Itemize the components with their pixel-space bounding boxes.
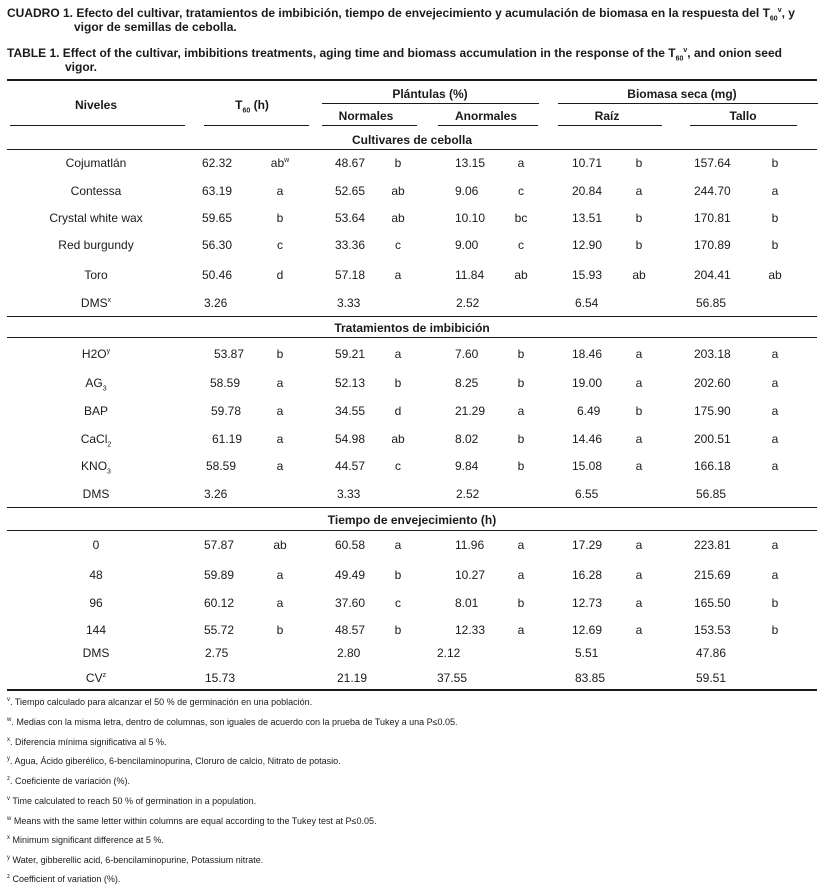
footnote-mark: z bbox=[7, 776, 10, 782]
cell-raiz: 10.71 bbox=[572, 156, 603, 170]
header-tallo: Tallo bbox=[729, 109, 757, 123]
footnote bbox=[7, 874, 120, 885]
cell-raiz-letter: a bbox=[635, 432, 643, 446]
cell-t60: 61.19 bbox=[212, 432, 243, 446]
cell-nivel: Contessa bbox=[70, 184, 122, 198]
cell-anormales: 8.01 bbox=[455, 596, 479, 610]
cell-t60-letter: b bbox=[276, 623, 284, 637]
cell-cv-normales: 21.19 bbox=[337, 671, 368, 685]
cell-raiz-letter: b bbox=[635, 156, 643, 170]
cell-anormales: 21.29 bbox=[455, 404, 486, 418]
cell-normales: 34.55 bbox=[335, 404, 366, 418]
table-row bbox=[0, 459, 825, 476]
cell-t60-letter: $ab^w$ bbox=[270, 156, 290, 170]
cell-anormales-letter: a bbox=[517, 568, 525, 582]
cell-t60-letter: a bbox=[276, 184, 284, 198]
table-row bbox=[0, 156, 825, 170]
footnote-text: Water, gibberellic acid, 6-bencilaminopurine, Potassium nitrate. bbox=[10, 855, 264, 865]
cell-raiz: 15.08 bbox=[572, 459, 603, 473]
cell-tallo-letter: b bbox=[771, 156, 779, 170]
cell-tallo: 175.90 bbox=[694, 404, 731, 418]
footnote bbox=[7, 756, 341, 767]
cell-t60: 62.32 bbox=[202, 156, 233, 170]
footnote bbox=[7, 855, 263, 866]
cell-tallo: 204.41 bbox=[694, 268, 731, 282]
cell-tallo: 170.81 bbox=[694, 211, 731, 225]
footnote-mark: v bbox=[7, 697, 10, 703]
cell-nivel: 96 bbox=[89, 596, 103, 610]
cell-raiz-letter: a bbox=[635, 184, 643, 198]
table-row bbox=[0, 376, 825, 393]
footnote-mark: x bbox=[7, 737, 10, 743]
cell-raiz-letter: b bbox=[635, 404, 643, 418]
col-rule-raiz bbox=[558, 125, 662, 126]
cell-anormales: 10.27 bbox=[455, 568, 486, 582]
cell-normales-letter: b bbox=[394, 156, 402, 170]
table-row bbox=[0, 432, 825, 449]
cell-normales-letter: a bbox=[394, 268, 402, 282]
cell-raiz: 12.90 bbox=[572, 238, 603, 252]
cell-anormales-letter: a bbox=[517, 404, 525, 418]
cell-normales-letter: d bbox=[394, 404, 402, 418]
footnote-text: Minimum significant difference at 5 %. bbox=[10, 835, 164, 845]
cell-dms-tallo: 56.85 bbox=[696, 487, 727, 501]
cell-t60-letter: a bbox=[276, 568, 284, 582]
cell-normales: 33.36 bbox=[335, 238, 366, 252]
cell-anormales: 11.84 bbox=[455, 268, 485, 282]
cell-normales-letter: c bbox=[395, 596, 401, 610]
cell-dms-tallo: 56.85 bbox=[696, 296, 727, 310]
cell-anormales-letter: b bbox=[517, 459, 525, 473]
caption-es-sub: 60 bbox=[769, 15, 778, 23]
footnote-text: . Tiempo calculado para alcanzar el 50 % de germinación en una población. bbox=[10, 697, 313, 707]
cell-normales: 52.65 bbox=[335, 184, 366, 198]
cell-anormales: 9.00 bbox=[455, 238, 479, 252]
cell-t60: 55.72 bbox=[204, 623, 235, 637]
caption-es bbox=[7, 6, 819, 34]
footnote-text: . Agua, Ácido giberélico, 6-bencilaminopurina, Cloruro de calcio, Nitrato de potasio. bbox=[10, 756, 341, 766]
cell-tallo-letter: b bbox=[771, 211, 779, 225]
cell-nivel: Red burgundy bbox=[58, 238, 134, 252]
footnote bbox=[7, 717, 458, 728]
caption-es-label: CUADRO 1. bbox=[7, 6, 74, 20]
cell-tallo-letter: a bbox=[771, 184, 779, 198]
table-bottom-rule bbox=[7, 689, 817, 691]
table-row-dms bbox=[0, 646, 825, 660]
cell-tallo-letter: a bbox=[771, 568, 779, 582]
cell-raiz: 12.73 bbox=[572, 596, 603, 610]
cell-normales: 57.18 bbox=[335, 268, 366, 282]
footnote bbox=[7, 796, 256, 807]
section-tratamientos-rule bbox=[7, 337, 817, 338]
cell-anormales: 9.84 bbox=[455, 459, 479, 473]
cell-tallo-letter: a bbox=[771, 347, 779, 361]
cell-nivel: Cojumatlán bbox=[65, 156, 127, 170]
footnote bbox=[7, 835, 164, 846]
cell-raiz-letter: b bbox=[635, 238, 643, 252]
cell-t60-letter: ab bbox=[273, 538, 287, 552]
cell-tallo-letter: a bbox=[771, 432, 779, 446]
caption-en-sub: 60 bbox=[675, 55, 684, 63]
cell-tallo-letter: b bbox=[771, 238, 779, 252]
cell-normales-letter: b bbox=[394, 376, 402, 390]
cell-normales-letter: ab bbox=[391, 184, 405, 198]
footnote-mark: z bbox=[7, 874, 10, 880]
cell-normales: 48.57 bbox=[335, 623, 366, 637]
caption-es-continuation: vigor de semillas de cebolla. bbox=[74, 20, 237, 34]
cell-raiz: 18.46 bbox=[572, 347, 603, 361]
cell-t60: 59.89 bbox=[204, 568, 235, 582]
cell-tallo: 223.81 bbox=[694, 538, 731, 552]
cell-normales: 53.64 bbox=[335, 211, 366, 225]
cell-nivel: $AG_3$ bbox=[85, 376, 107, 393]
section-cultivares: Cultivares de cebolla bbox=[351, 133, 473, 147]
cell-nivel: 0 bbox=[92, 538, 100, 552]
table-row-dms bbox=[0, 296, 825, 310]
cell-tallo-letter: b bbox=[771, 596, 779, 610]
table-row bbox=[0, 538, 825, 552]
footnote-text: . Coeficiente de variación (%). bbox=[10, 776, 131, 786]
cell-normales-letter: b bbox=[394, 623, 402, 637]
col-rule-anormales bbox=[438, 125, 538, 126]
cell-normales: 54.98 bbox=[335, 432, 366, 446]
footnote bbox=[7, 697, 312, 708]
cell-raiz-letter: a bbox=[635, 538, 643, 552]
cell-dms-normales: 3.33 bbox=[337, 487, 361, 501]
footnote-text: . Diferencia mínima significativa al 5 %. bbox=[10, 737, 167, 747]
cell-normales-letter: ab bbox=[391, 432, 405, 446]
cell-t60-letter: a bbox=[276, 432, 284, 446]
cell-normales-letter: c bbox=[395, 459, 401, 473]
cell-nivel: CaCl$_2$ bbox=[80, 432, 112, 449]
col-rule-tallo bbox=[690, 125, 797, 126]
cell-normales: 49.49 bbox=[335, 568, 366, 582]
cell-anormales-letter: a bbox=[517, 623, 525, 637]
cell-raiz-letter: a bbox=[635, 459, 643, 473]
cell-t60-letter: a bbox=[276, 376, 284, 390]
header-normales: Normales bbox=[338, 109, 394, 123]
col-rule-normales bbox=[322, 125, 417, 126]
table-row bbox=[0, 238, 825, 252]
footnote-text: Coefficient of variation (%). bbox=[10, 874, 121, 884]
cell-nivel: Crystal white wax bbox=[49, 211, 143, 225]
table-top-rule bbox=[7, 79, 817, 81]
footnote-mark: x bbox=[7, 835, 10, 841]
footnote bbox=[7, 737, 167, 748]
cell-anormales-letter: b bbox=[517, 376, 525, 390]
cell-normales-letter: c bbox=[395, 238, 401, 252]
cell-nivel: BAP bbox=[83, 404, 109, 418]
cell-normales: 52.13 bbox=[335, 376, 366, 390]
plantulas-rule bbox=[322, 103, 539, 104]
cell-tallo: 202.60 bbox=[694, 376, 731, 390]
table-row bbox=[0, 211, 825, 225]
cell-dms-raiz: 6.54 bbox=[575, 296, 599, 310]
cell-tallo-letter: ab bbox=[768, 268, 782, 282]
cell-cv-t60: 15.73 bbox=[205, 671, 236, 685]
cell-t60-letter: b bbox=[276, 347, 284, 361]
cell-tallo: 203.18 bbox=[694, 347, 731, 361]
caption-en bbox=[7, 46, 819, 74]
cell-t60: 60.12 bbox=[204, 596, 235, 610]
header-plantulas: Plántulas (%) bbox=[392, 87, 468, 101]
header-niveles: Niveles bbox=[74, 98, 118, 112]
table-row bbox=[0, 623, 825, 637]
cell-dms-t60: 3.26 bbox=[204, 296, 228, 310]
header-t60: $T_{60}$ (h) bbox=[235, 98, 269, 115]
cell-t60-letter: a bbox=[276, 596, 284, 610]
cell-raiz: 15.93 bbox=[572, 268, 603, 282]
cell-dms-anormales: 2.52 bbox=[456, 296, 480, 310]
cell-dms-raiz: 5.51 bbox=[575, 646, 599, 660]
cell-anormales: 12.33 bbox=[455, 623, 486, 637]
cell-dms-label: DMS$^x$ bbox=[80, 296, 112, 310]
cell-dms-label: DMS bbox=[82, 646, 110, 660]
cell-anormales-letter: a bbox=[517, 538, 525, 552]
section-tratamientos: Tratamientos de imbibición bbox=[334, 321, 490, 335]
cell-normales-letter: a bbox=[394, 347, 402, 361]
caption-es-sup: v bbox=[777, 7, 782, 14]
cell-anormales: 10.10 bbox=[455, 211, 486, 225]
footnote-mark: w bbox=[7, 816, 12, 822]
table-row bbox=[0, 596, 825, 610]
cell-anormales-letter: b bbox=[517, 596, 525, 610]
cell-anormales: 7.60 bbox=[455, 347, 479, 361]
cell-t60: 58.59 bbox=[210, 376, 241, 390]
cell-t60: 59.78 bbox=[211, 404, 242, 418]
cell-dms-normales: 3.33 bbox=[337, 296, 361, 310]
table-row bbox=[0, 568, 825, 582]
cell-nivel: $H2O^y$ bbox=[81, 347, 111, 361]
caption-es-after: , y bbox=[781, 6, 795, 20]
cell-t60: 59.65 bbox=[202, 211, 233, 225]
footnote-text: Means with the same letter within columns are equal according to the Tukey test at P≤0.05. bbox=[11, 816, 377, 826]
cell-raiz-letter: b bbox=[635, 211, 643, 225]
cell-nivel: $KNO_3$ bbox=[81, 459, 111, 476]
cell-t60: 58.59 bbox=[206, 459, 237, 473]
caption-es-text: Efecto del cultivar, tratamientos de imbibición, tiempo de envejecimiento y acumulación de biomasa en la respuesta del T bbox=[76, 6, 770, 20]
cell-dms-tallo: 47.86 bbox=[696, 646, 727, 660]
cell-anormales-letter: b bbox=[517, 347, 525, 361]
caption-en-text: Effect of the cultivar, imbibitions treatments, aging time and biomass accumulation in the response of the T bbox=[62, 46, 676, 60]
cell-t60-letter: d bbox=[276, 268, 284, 282]
cell-tallo: 215.69 bbox=[694, 568, 731, 582]
cell-t60: 57.87 bbox=[204, 538, 235, 552]
cell-t60-letter: a bbox=[276, 404, 284, 418]
cell-tallo-letter: a bbox=[771, 404, 779, 418]
cell-tallo: 165.50 bbox=[694, 596, 731, 610]
cell-t60: 56.30 bbox=[202, 238, 233, 252]
cell-nivel: 144 bbox=[85, 623, 107, 637]
cell-anormales-letter: c bbox=[518, 184, 524, 198]
cell-anormales: 9.06 bbox=[455, 184, 479, 198]
cell-tallo: 170.89 bbox=[694, 238, 731, 252]
table-row bbox=[0, 347, 825, 361]
table-row-cv bbox=[0, 671, 825, 685]
cell-raiz: 14.46 bbox=[572, 432, 603, 446]
table-row-dms bbox=[0, 487, 825, 501]
footnote bbox=[7, 816, 376, 827]
cell-normales-letter: ab bbox=[391, 211, 405, 225]
cell-dms-t60: 3.26 bbox=[204, 487, 228, 501]
footnote-text: . Medias con la misma letra, dentro de columnas, son iguales de acuerdo con la prueba de Tukey a una P≤0.05. bbox=[11, 717, 458, 727]
cell-normales: 59.21 bbox=[335, 347, 366, 361]
cell-anormales-letter: c bbox=[518, 238, 524, 252]
section-tiempo: Tiempo de envejecimiento (h) bbox=[327, 513, 497, 527]
cell-anormales: 11.96 bbox=[455, 538, 485, 552]
caption-en-continuation: vigor. bbox=[65, 60, 98, 74]
cell-raiz: 12.69 bbox=[572, 623, 603, 637]
cell-normales: 60.58 bbox=[335, 538, 366, 552]
cell-nivel: Toro bbox=[84, 268, 108, 282]
cell-cv-label: $CV^z$ bbox=[85, 671, 107, 685]
cell-tallo-letter: a bbox=[771, 459, 779, 473]
section-cultivares-rule bbox=[7, 149, 817, 150]
cell-normales: 48.67 bbox=[335, 156, 366, 170]
section-tiempo-rule bbox=[7, 530, 817, 531]
cell-tallo-letter: b bbox=[771, 623, 779, 637]
cell-anormales: 13.15 bbox=[455, 156, 486, 170]
footnote-mark: v bbox=[7, 796, 10, 802]
cell-raiz: 17.29 bbox=[572, 538, 603, 552]
cell-tallo: 166.18 bbox=[694, 459, 731, 473]
cell-cv-tallo: 59.51 bbox=[696, 671, 727, 685]
cell-raiz-letter: a bbox=[635, 623, 643, 637]
cell-raiz-letter: a bbox=[635, 596, 643, 610]
cell-raiz: 6.49 bbox=[577, 404, 601, 418]
cell-t60-letter: b bbox=[276, 211, 284, 225]
cell-tallo: 157.64 bbox=[694, 156, 731, 170]
cell-anormales-letter: b bbox=[517, 432, 525, 446]
cell-tallo: 153.53 bbox=[694, 623, 731, 637]
footnote-text: Time calculated to reach 50 % of germination in a population. bbox=[10, 796, 257, 806]
footnote-mark: y bbox=[7, 855, 10, 861]
cell-raiz: 19.00 bbox=[572, 376, 603, 390]
cell-anormales-letter: ab bbox=[514, 268, 528, 282]
cell-anormales-letter: bc bbox=[514, 211, 528, 225]
cell-cv-raiz: 83.85 bbox=[575, 671, 606, 685]
header-anormales: Anormales bbox=[454, 109, 518, 123]
cell-raiz: 20.84 bbox=[572, 184, 603, 198]
header-raiz: Raíz bbox=[594, 109, 620, 123]
cell-normales-letter: a bbox=[394, 538, 402, 552]
cell-normales: 37.60 bbox=[335, 596, 366, 610]
cell-t60: 50.46 bbox=[202, 268, 233, 282]
table-row bbox=[0, 184, 825, 198]
cell-dms-normales: 2.80 bbox=[337, 646, 361, 660]
footnote bbox=[7, 776, 130, 787]
cell-dms-label: DMS bbox=[82, 487, 110, 501]
col-rule-t60 bbox=[204, 125, 309, 126]
footnote-mark: w bbox=[7, 717, 12, 723]
section-tratamientos-top-rule bbox=[7, 316, 817, 317]
header-biomasa: Biomasa seca (mg) bbox=[627, 87, 737, 101]
cell-raiz-letter: ab bbox=[632, 268, 646, 282]
cell-anormales: 8.25 bbox=[455, 376, 479, 390]
cell-dms-anormales: 2.12 bbox=[437, 646, 461, 660]
cell-raiz: 13.51 bbox=[572, 211, 603, 225]
cell-t60-letter: a bbox=[276, 459, 284, 473]
cell-dms-raiz: 6.55 bbox=[575, 487, 599, 501]
caption-en-after: , and onion seed bbox=[687, 46, 782, 60]
table-row bbox=[0, 404, 825, 418]
section-tiempo-top-rule bbox=[7, 507, 817, 508]
caption-en-label: TABLE 1. bbox=[7, 46, 60, 60]
cell-nivel: 48 bbox=[89, 568, 103, 582]
cell-raiz-letter: a bbox=[635, 376, 643, 390]
cell-t60-letter: c bbox=[277, 238, 283, 252]
biomasa-rule bbox=[558, 103, 818, 104]
cell-t60: 63.19 bbox=[202, 184, 233, 198]
cell-tallo-letter: a bbox=[771, 538, 779, 552]
table-row bbox=[0, 268, 825, 282]
cell-tallo-letter: a bbox=[771, 376, 779, 390]
cell-anormales-letter: a bbox=[517, 156, 525, 170]
cell-normales-letter: b bbox=[394, 568, 402, 582]
cell-normales: 44.57 bbox=[335, 459, 366, 473]
cell-raiz: 16.28 bbox=[572, 568, 603, 582]
cell-anormales: 8.02 bbox=[455, 432, 479, 446]
col-rule-niveles bbox=[10, 125, 185, 126]
cell-dms-anormales: 2.52 bbox=[456, 487, 480, 501]
footnote-mark: y bbox=[7, 756, 10, 762]
cell-raiz-letter: a bbox=[635, 568, 643, 582]
cell-t60: 53.87 bbox=[214, 347, 245, 361]
cell-raiz-letter: a bbox=[635, 347, 643, 361]
cell-tallo: 200.51 bbox=[694, 432, 731, 446]
cell-tallo: 244.70 bbox=[694, 184, 731, 198]
cell-cv-anormales: 37.55 bbox=[437, 671, 468, 685]
caption-en-sup: v bbox=[683, 47, 688, 54]
cell-dms-t60: 2.75 bbox=[205, 646, 229, 660]
